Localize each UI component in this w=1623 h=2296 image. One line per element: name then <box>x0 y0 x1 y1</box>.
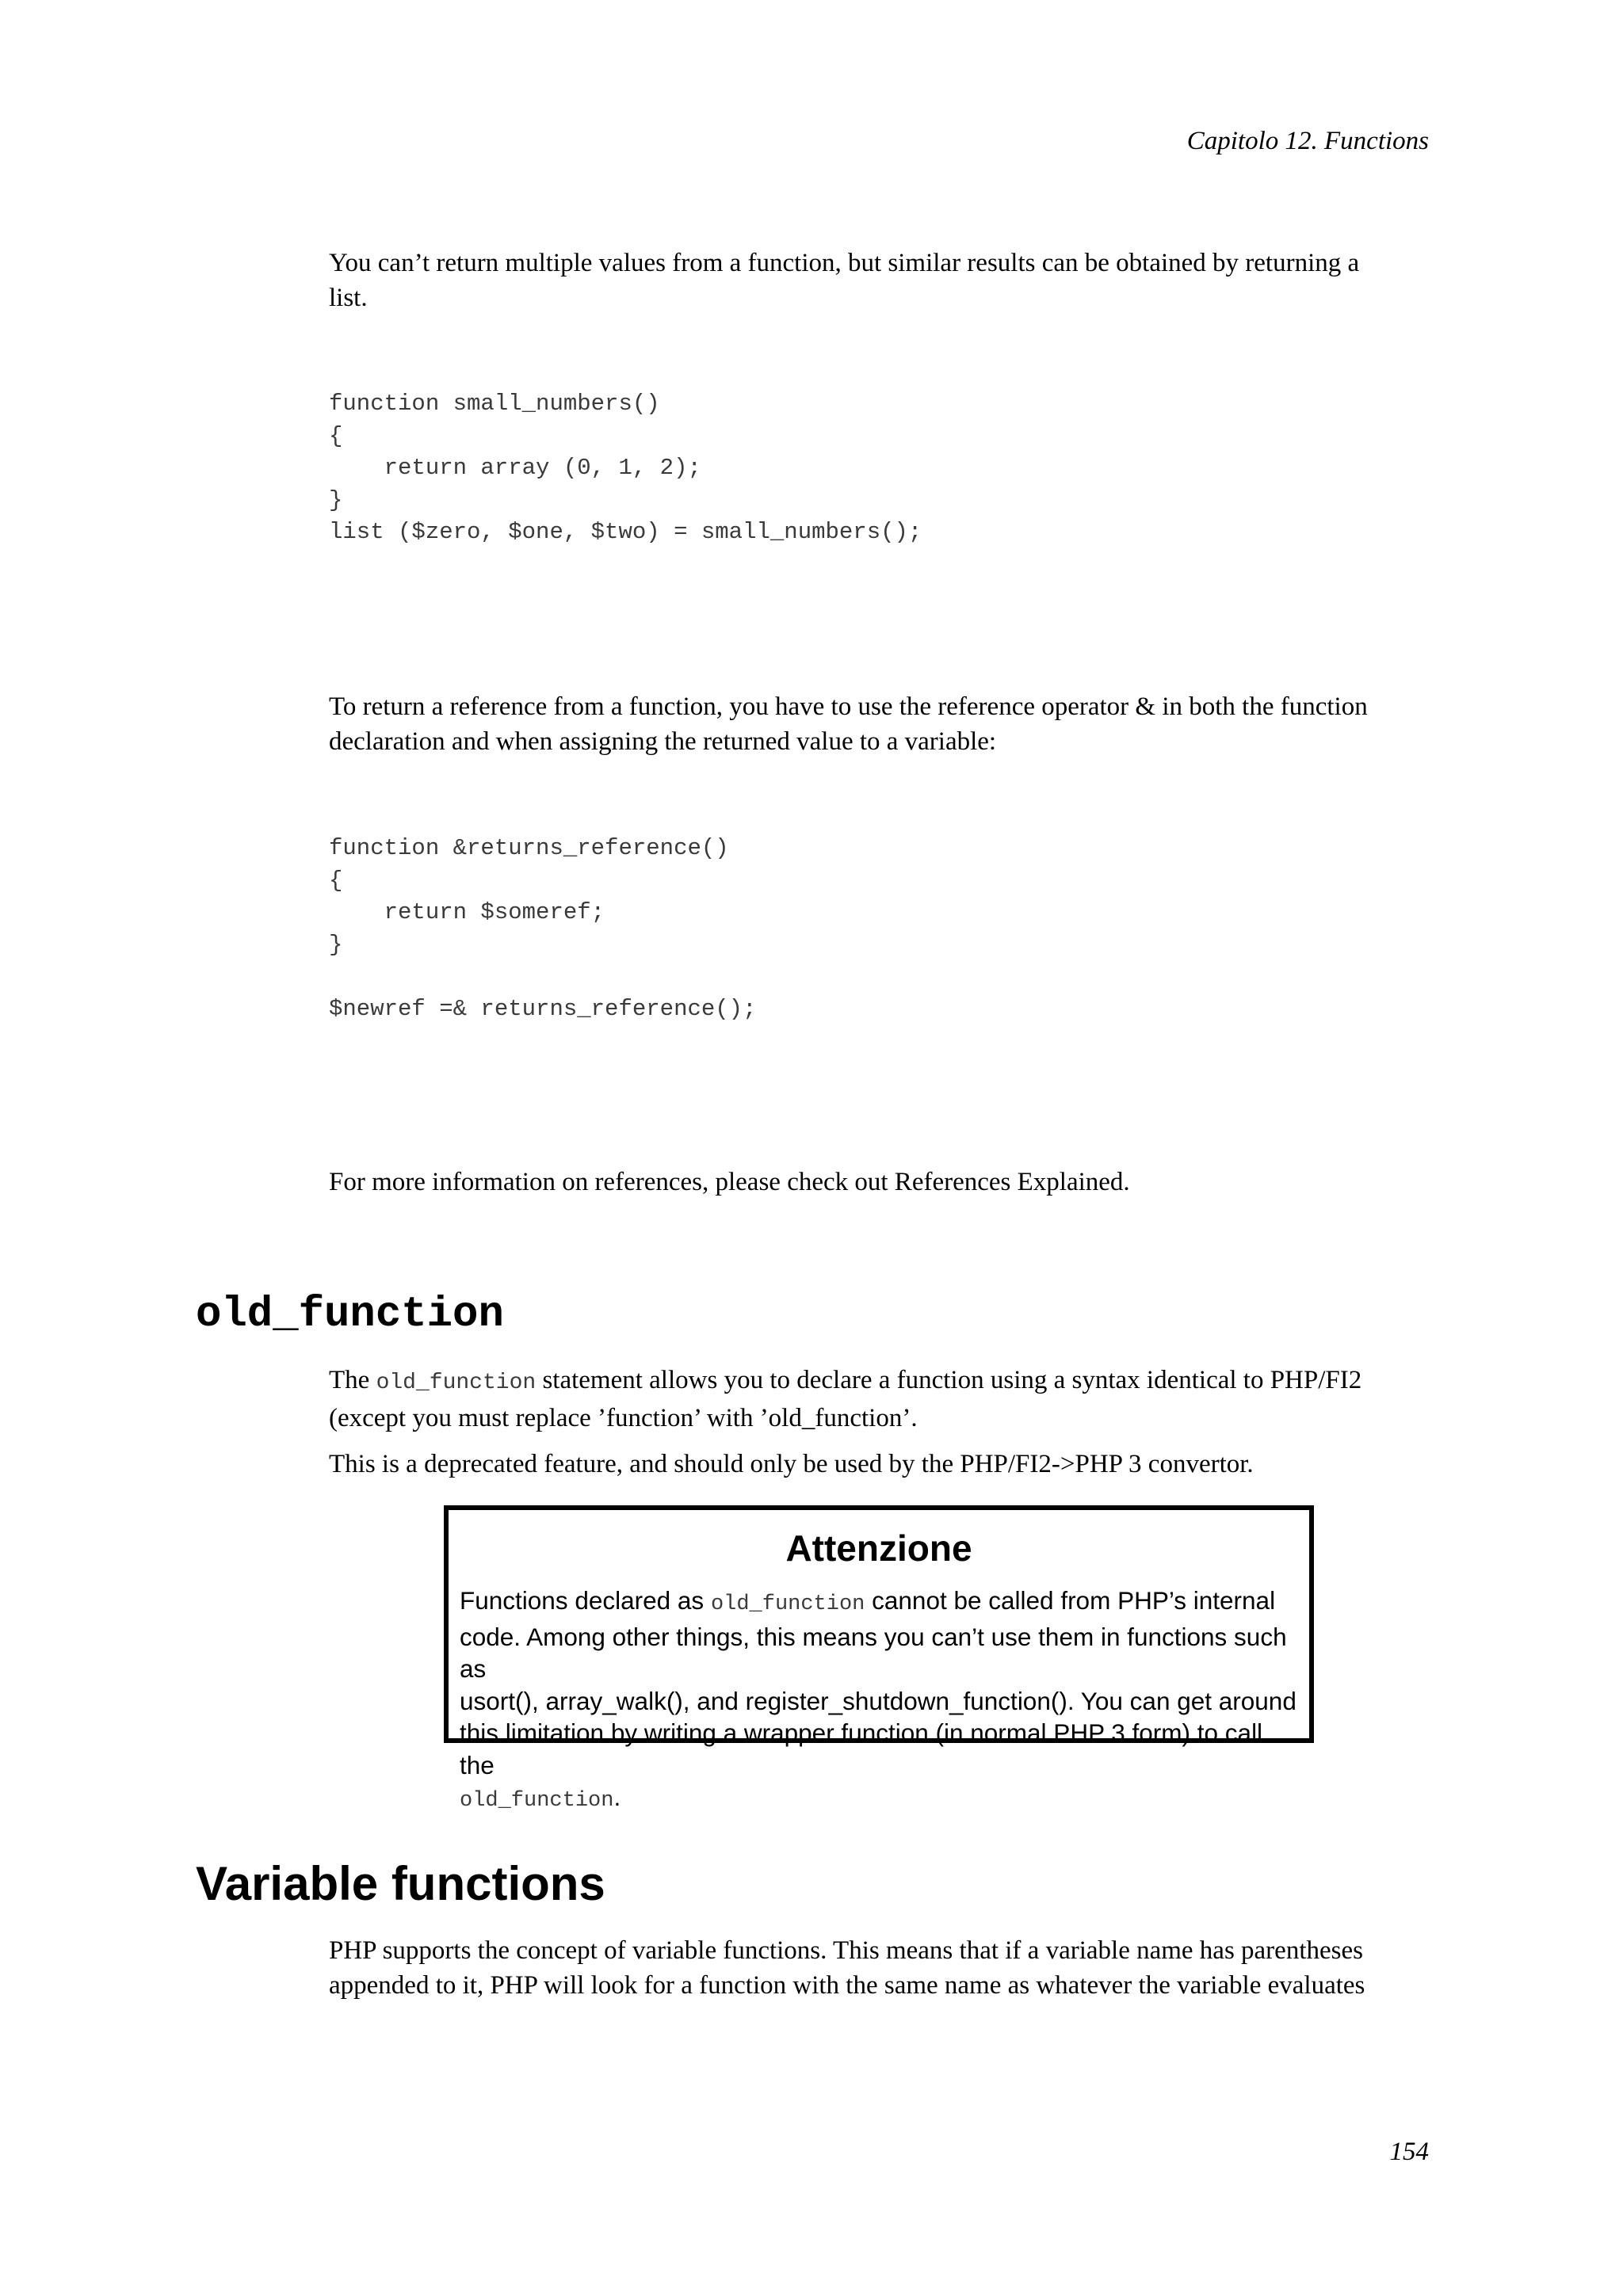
section-heading-variable-functions: Variable functions <box>196 1857 605 1910</box>
paragraph-reference <box>329 689 1423 759</box>
inline-code: old_function <box>710 1592 865 1616</box>
code-block-small-numbers: function small_numbers() { return array (0, 1, 2); } list ($zero, $one, $two) = small_numbers(); <box>329 391 922 546</box>
paragraph-more-info: For more information on references, please check out References Explained. <box>329 1168 1130 1196</box>
paragraph-line: list. <box>329 284 368 312</box>
warning-text: Functions declared as <box>460 1586 705 1615</box>
page-number: 154 <box>1389 2138 1429 2166</box>
paragraph-line: You can’t return multiple values from a function, but similar results can be obtained by returning a <box>329 249 1360 277</box>
warning-body <box>460 1585 1298 1817</box>
warning-line: this limitation by writing a wrapper function (in normal PHP 3 form) to call the <box>460 1718 1263 1779</box>
paragraph-line: To return a reference from a function, you have to use the reference operator & in both the function <box>329 692 1368 721</box>
section-heading-old-function: old_function <box>196 1291 504 1339</box>
inline-code: old_function <box>460 1789 614 1813</box>
paragraph-variable-functions <box>329 1933 1423 2003</box>
warning-text: cannot be called from PHP’s internal <box>872 1586 1276 1615</box>
paragraph-deprecated: This is a deprecated feature, and should only be used by the PHP/FI2->PHP 3 convertor. <box>329 1450 1254 1478</box>
paragraph-line: PHP supports the concept of variable functions. This means that if a variable name has parentheses <box>329 1936 1363 1965</box>
paragraph-old-function-intro <box>329 1363 1423 1436</box>
paragraph-text: The <box>329 1366 370 1394</box>
paragraph-line: (except you must replace ’function’ with ’old_function’. <box>329 1404 918 1432</box>
warning-title: Attenzione <box>785 1527 972 1569</box>
warning-line: code. Among other things, this means you can’t use them in functions such as <box>460 1622 1287 1683</box>
paragraph-line: appended to it, PHP will look for a function with the same name as whatever the variable evaluates <box>329 1971 1365 2000</box>
paragraph-text: statement allows you to declare a function using a syntax identical to PHP/FI2 <box>542 1366 1362 1394</box>
paragraph-line: declaration and when assigning the returned value to a variable: <box>329 727 997 756</box>
code-block-returns-reference: function &returns_reference() { return $someref; } $newref =& returns_reference(); <box>329 835 757 1022</box>
running-header: Capitolo 12. Functions <box>1186 127 1429 155</box>
inline-code: old_function <box>376 1371 537 1395</box>
warning-text: . <box>613 1783 621 1811</box>
warning-box <box>444 1505 1314 1813</box>
paragraph-multiple-values <box>329 246 1423 315</box>
warning-line: usort(), array_walk(), and register_shutdown_function(). You can get around <box>460 1686 1296 1715</box>
